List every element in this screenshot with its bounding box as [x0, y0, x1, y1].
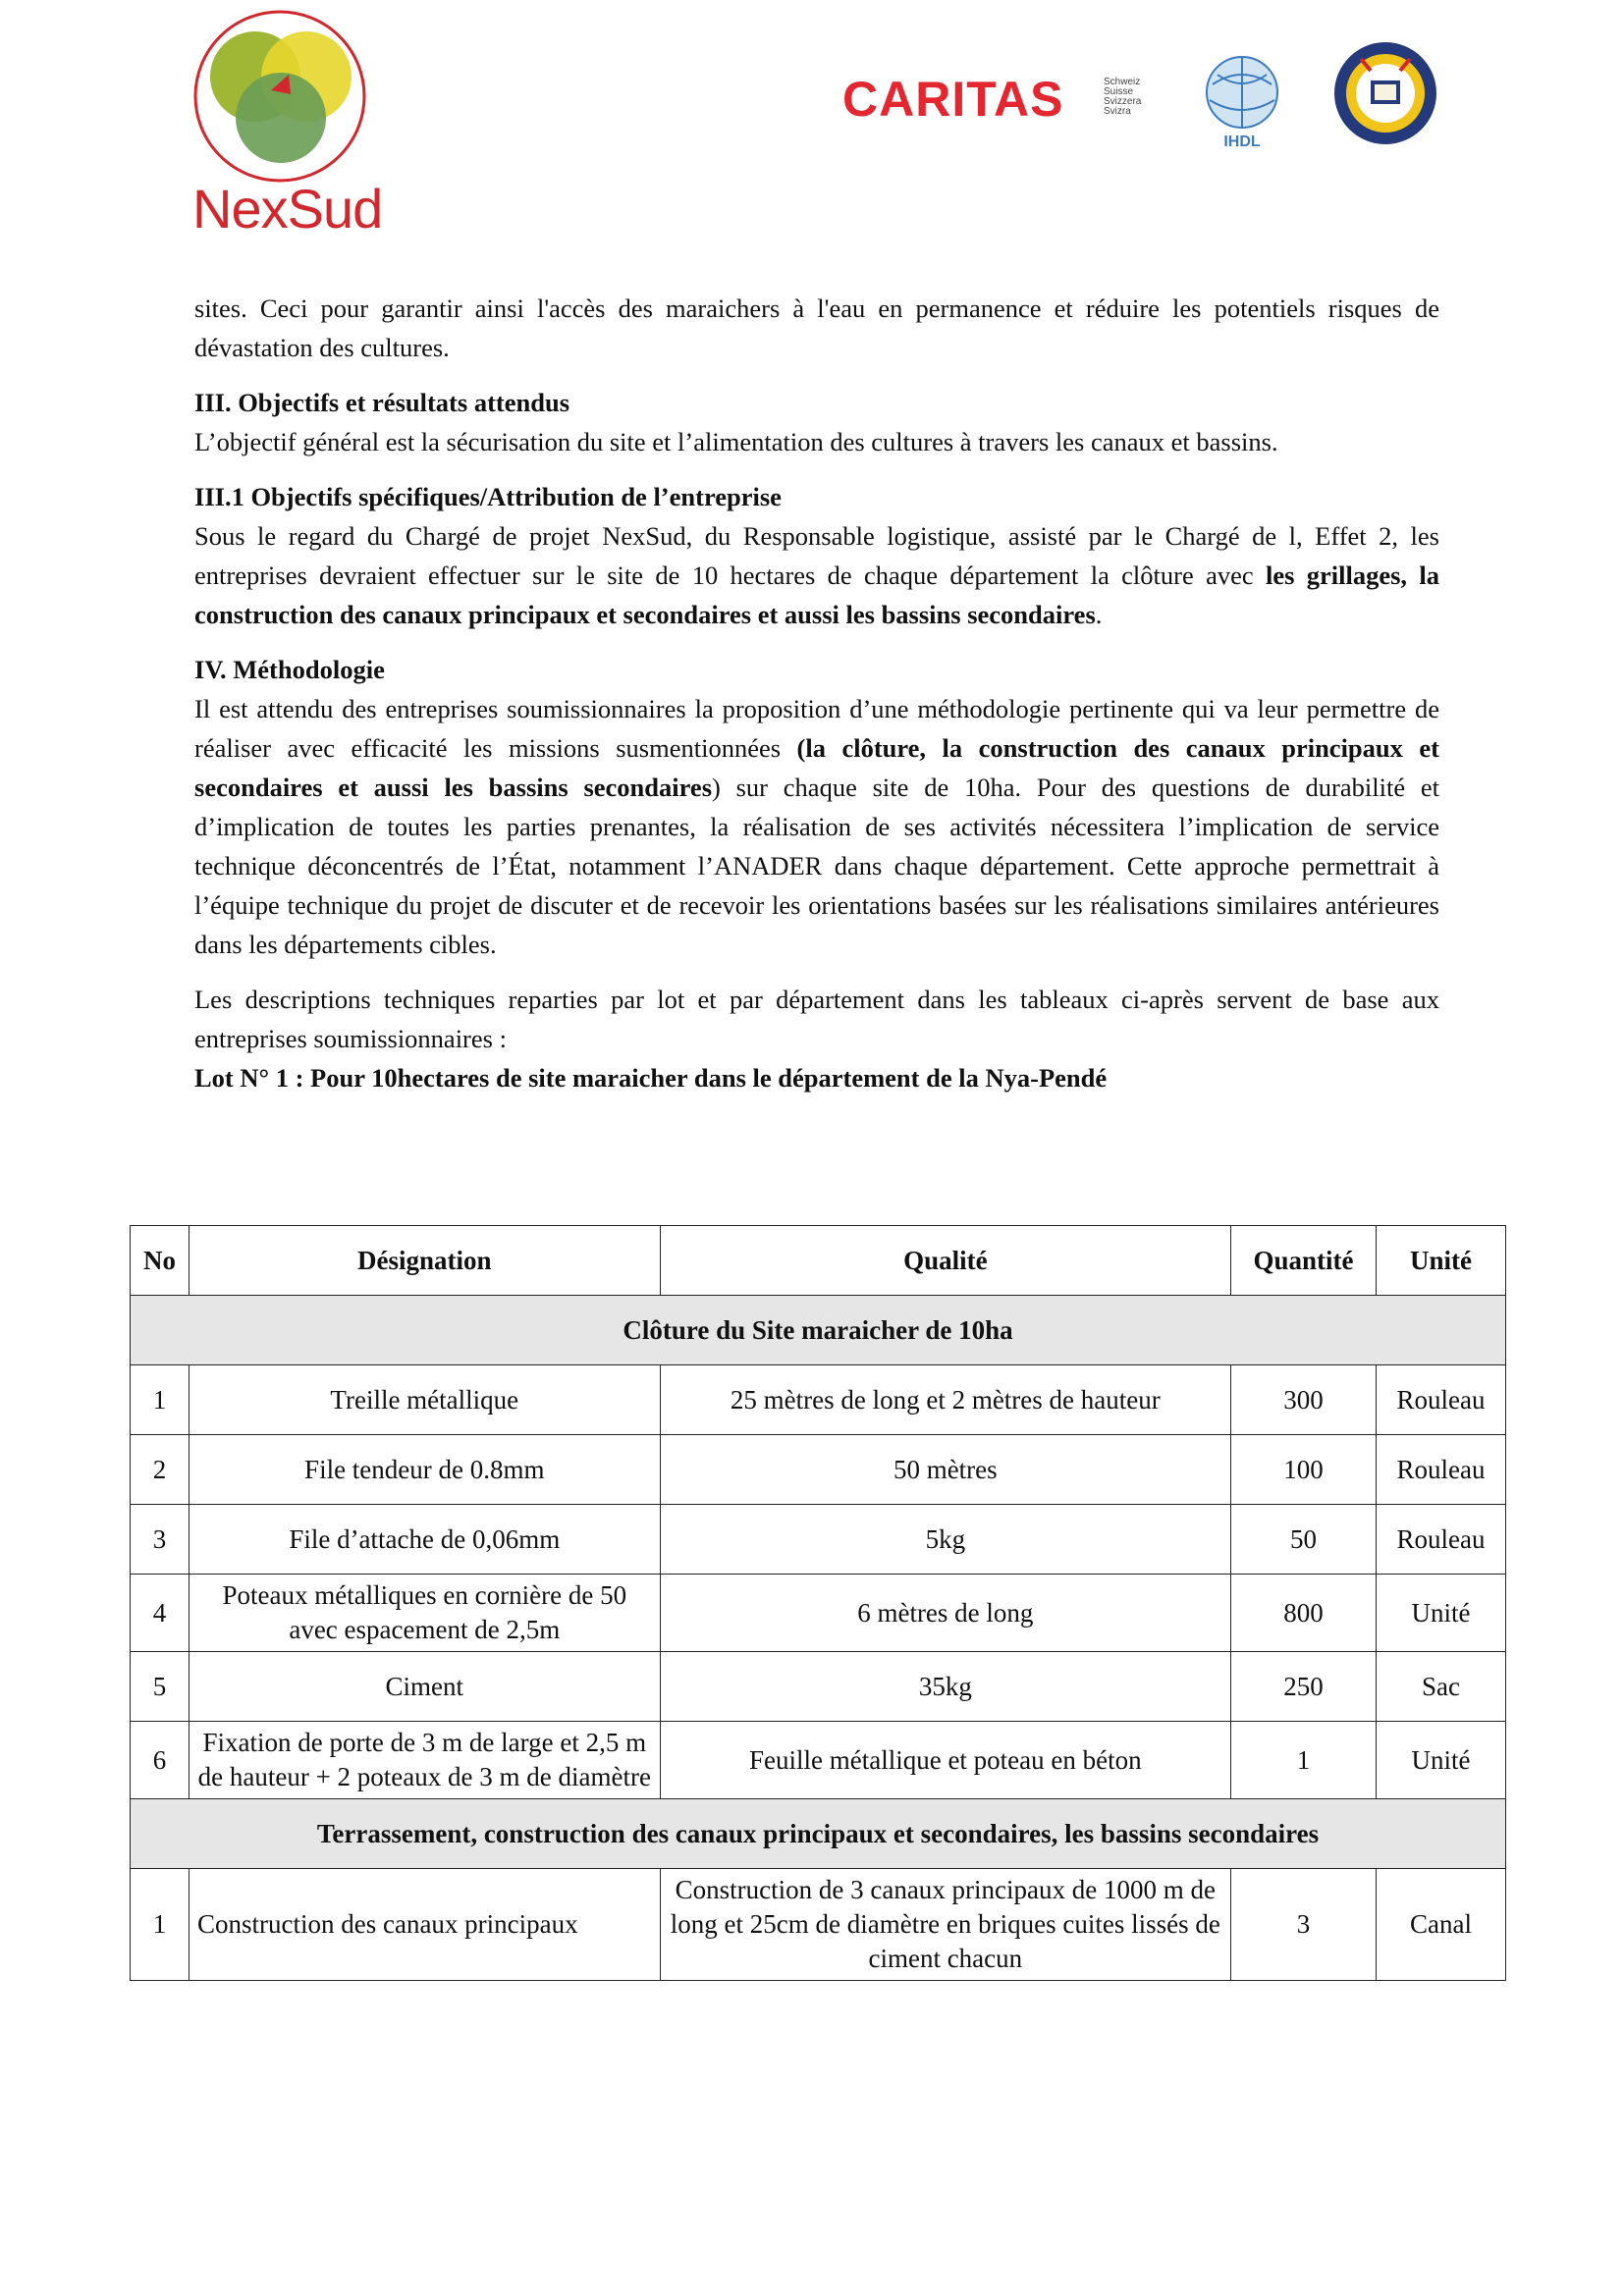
section-row-terrassement: Terrassement, construction des canaux principaux et secondaires, les bassins secondaires	[131, 1799, 1506, 1869]
section-4-paragraph: Il est attendu des entreprises soumissionnaires la proposition d’une méthodologie pertinente qui va leur permettre de réaliser avec efficacité les missions susmentionnées (la clôture, la construction des canaux principaux et secondaires et aussi les bassins secondaires) sur chaque site de 10ha. Pour des questions de durabilité et d’implication de toutes les parties prenantes, la réalisation de ses activités nécessitera l’implication de service technique déconcentrés de l’État, notamment l’ANADER dans chaque département. Cette approche permettrait à l’équipe technique du projet de discuter et de recevoir les orientations basées sur les réalisations similaires antérieures dans les départements cibles.	[194, 694, 1440, 959]
svg-text:IHDL: IHDL	[1223, 133, 1261, 150]
table-row: 3 File d’attache de 0,06mm 5kg 50 Rouleau	[131, 1505, 1506, 1575]
ihdl-logo	[1188, 35, 1296, 153]
lot-title: Lot N° 1 : Pour 10hectares de site maraicher dans le département de la Nya-Pendé	[194, 1063, 1108, 1093]
table-row: 2 File tendeur de 0.8mm 50 mètres 100 Rouleau	[131, 1435, 1506, 1505]
table-row: 5 Ciment 35kg 250 Sac	[131, 1652, 1506, 1722]
seal-logo	[1331, 39, 1439, 147]
table-row: 4 Poteaux métalliques en cornière de 50 avec espacement de 2,5m 6 mètres de long 800 Unité	[131, 1575, 1506, 1652]
letterhead	[0, 0, 1624, 255]
section-3-1-paragraph: Sous le regard du Chargé de projet NexSud, du Responsable logistique, assisté par le Chargé de l, Effet 2, les entreprises devraient effectuer sur le site de 10 hectares de chaque département la clôture avec les grillages, la construction des canaux principaux et secondaires et aussi les bassins secondaires.	[194, 521, 1439, 629]
header-quantite: Quantité	[1231, 1226, 1377, 1296]
header-no: No	[131, 1226, 189, 1296]
section-3-1-heading: III.1 Objectifs spécifiques/Attribution de l’entreprise	[194, 482, 782, 511]
intro-paragraph: sites. Ceci pour garantir ainsi l'accès des maraichers à l'eau en permanence et réduire les potentiels risques de dévastation des cultures.	[194, 294, 1439, 362]
section-4-heading: IV. Méthodologie	[194, 655, 385, 684]
table-row: 1 Construction des canaux principaux Construction de 3 canaux principaux de 1000 m de long et 25cm de diamètre en briques cuites lissés de ciment chacun 3 Canal	[131, 1869, 1506, 1981]
header-unite: Unité	[1377, 1226, 1506, 1296]
table-row: 1 Treille métallique 25 mètres de long et 2 mètres de hauteur 300 Rouleau	[131, 1365, 1506, 1435]
caritas-logo: CARITAS	[842, 72, 1064, 127]
caritas-subtitle: Schweiz Suisse Svizzera Svizra	[1104, 77, 1142, 117]
header-designation: Désignation	[189, 1226, 660, 1296]
table-header-row	[131, 1226, 1506, 1296]
document-body	[194, 289, 1439, 1097]
header-qualite: Qualité	[660, 1226, 1230, 1296]
section-row-cloture: Clôture du Site maraicher de 10ha	[131, 1296, 1506, 1365]
lot-1-table	[130, 1225, 1506, 1981]
section-3-paragraph: L’objectif général est la sécurisation du site et l’alimentation des cultures à travers les canaux et bassins.	[194, 427, 1278, 456]
table-row: 6 Fixation de porte de 3 m de large et 2,5 m de hauteur + 2 poteaux de 3 m de diamètre Feuille métallique et poteau en béton 1 Unité	[131, 1722, 1506, 1799]
nexsud-wordmark: NexSud	[192, 178, 383, 240]
section-3-heading: III. Objectifs et résultats attendus	[194, 388, 570, 417]
descriptions-paragraph: Les descriptions techniques reparties par lot et par département dans les tableaux ci-après servent de base aux entreprises soumissionnaires :	[194, 985, 1439, 1053]
